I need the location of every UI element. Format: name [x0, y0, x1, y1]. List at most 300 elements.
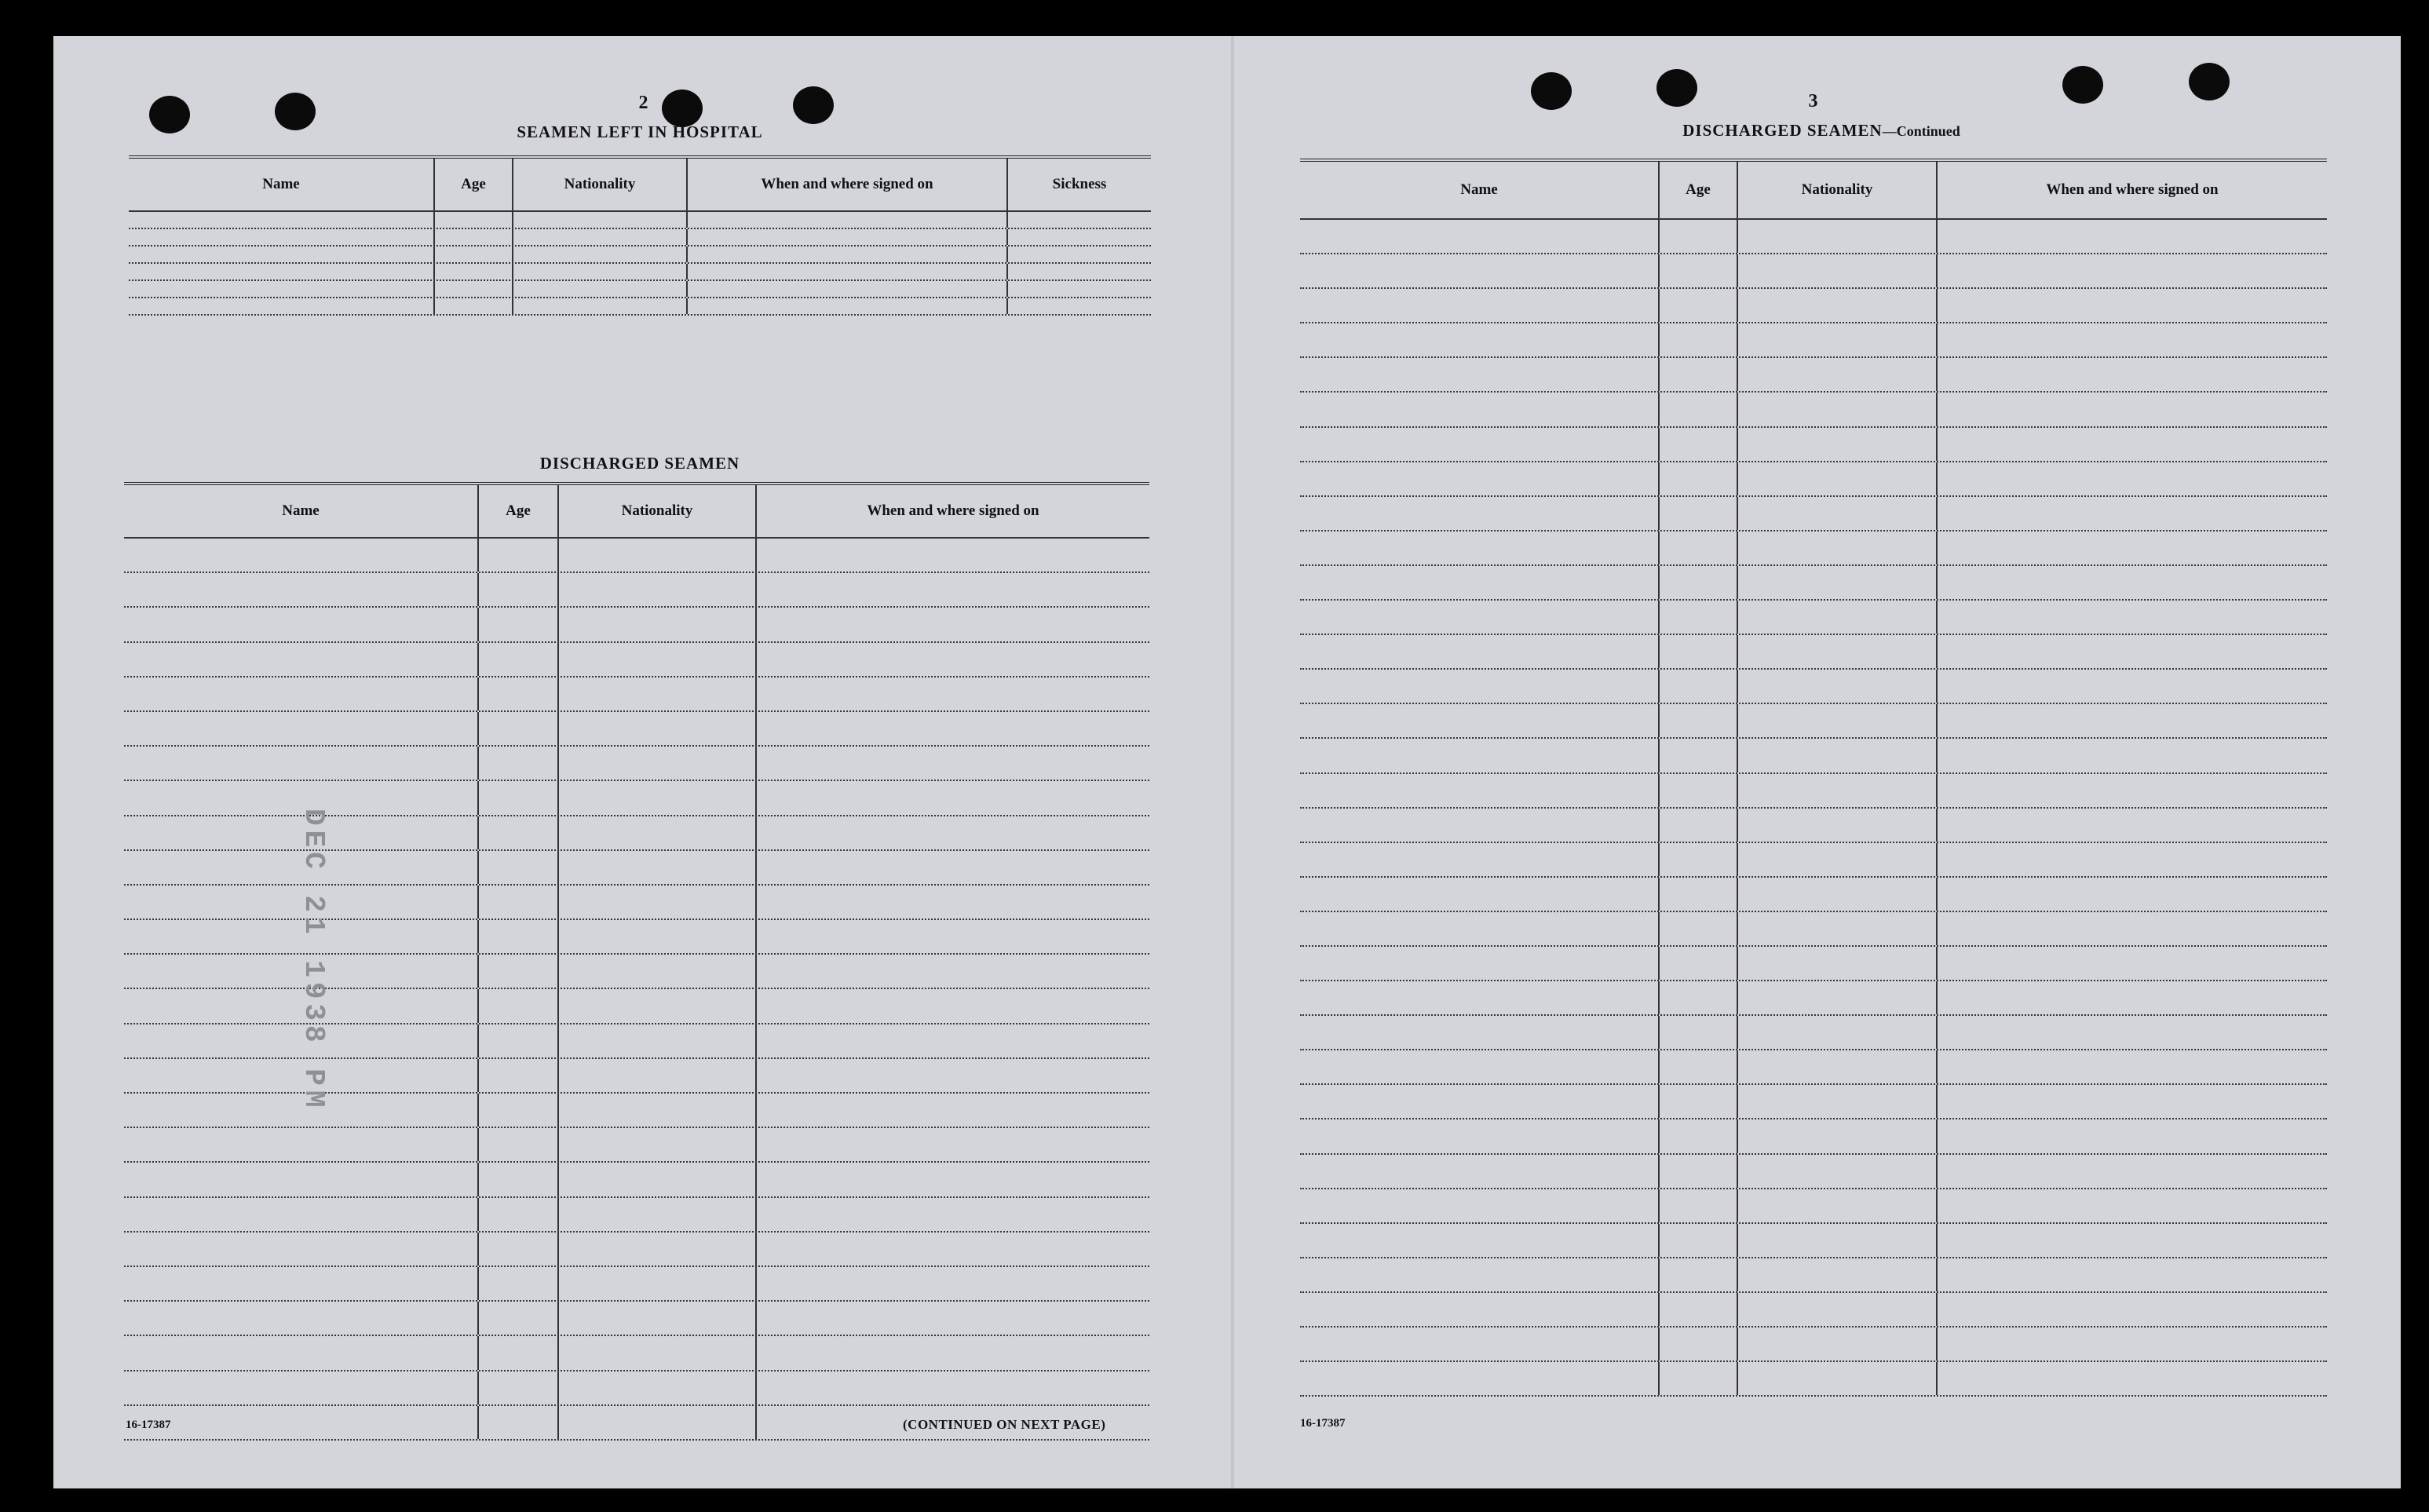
blank-cell [1300, 878, 1660, 911]
blank-cell [757, 1198, 1149, 1231]
blank-cell [1660, 220, 1738, 253]
blank-cell [757, 1024, 1149, 1057]
table-row [1300, 462, 2327, 497]
blank-cell [559, 643, 757, 676]
punch-hole [2189, 63, 2230, 100]
table-row [129, 229, 1151, 247]
blank-cell [1938, 462, 2327, 495]
blank-cell [1300, 1155, 1660, 1188]
table-row [124, 1163, 1149, 1197]
blank-cell [129, 281, 435, 297]
blank-cell [559, 1406, 757, 1439]
form-number-right: 16-17387 [1300, 1417, 1346, 1430]
table-row [1300, 220, 2327, 254]
blank-cell [688, 281, 1008, 297]
blank-cell [1738, 739, 1938, 772]
table-row [1300, 878, 2327, 912]
blank-cell [1300, 670, 1660, 703]
blank-cell [1300, 1258, 1660, 1291]
blank-cell [124, 1198, 479, 1231]
blank-cell [1738, 358, 1938, 391]
blank-cell [1300, 947, 1660, 980]
blank-cell [1938, 358, 2327, 391]
blank-cell [1938, 1258, 2327, 1291]
discharged-continued-title [1617, 121, 2025, 141]
blank-cell [559, 1024, 757, 1057]
table-row [124, 1336, 1149, 1371]
blank-cell [757, 955, 1149, 988]
blank-cell [1660, 1085, 1738, 1118]
blank-cell [1938, 912, 2327, 945]
blank-cell [559, 1094, 757, 1127]
blank-cell [1660, 1119, 1738, 1152]
blank-cell [513, 229, 688, 245]
blank-cell [1938, 1362, 2327, 1395]
blank-cell [1300, 843, 1660, 876]
table-row [124, 851, 1149, 886]
blank-cell [1300, 531, 1660, 564]
blank-cell [479, 989, 559, 1022]
blank-cell [1300, 497, 1660, 530]
blank-cell [1738, 843, 1938, 876]
blank-cell [1938, 1050, 2327, 1083]
blank-cell [479, 1059, 559, 1092]
table-row [124, 573, 1149, 608]
blank-cell [1300, 254, 1660, 287]
table-row [124, 1267, 1149, 1302]
blank-cell [1938, 254, 2327, 287]
blank-cell [1660, 1258, 1738, 1291]
blank-cell [757, 851, 1149, 884]
blank-cell [1300, 1293, 1660, 1326]
blank-cell [559, 851, 757, 884]
table-row [124, 643, 1149, 677]
blank-cell [1660, 1362, 1738, 1395]
blank-cell [1738, 1328, 1938, 1360]
blank-cell [1660, 1224, 1738, 1257]
table-row [124, 781, 1149, 816]
blank-cell [435, 212, 513, 228]
blank-cell [559, 955, 757, 988]
blank-cell [559, 1336, 757, 1369]
blank-cell [559, 608, 757, 641]
date-stamp: DEC 21 1938 PM [298, 809, 330, 1112]
blank-cell [479, 851, 559, 884]
blank-cell [559, 920, 757, 953]
blank-cell [479, 1336, 559, 1369]
blank-cell [1008, 247, 1151, 262]
blank-cell [435, 298, 513, 314]
blank-cell [513, 264, 688, 279]
blank-cell [688, 298, 1008, 314]
blank-cell [1938, 323, 2327, 356]
blank-cell [1660, 1050, 1738, 1083]
blank-cell [1738, 704, 1938, 737]
blank-cell [1660, 739, 1738, 772]
table-row [1300, 739, 2327, 773]
discharged-continued-table [1300, 159, 2327, 1397]
blank-cell [757, 539, 1149, 572]
blank-cell [1300, 635, 1660, 668]
blank-cell [1660, 809, 1738, 842]
blank-cell [435, 281, 513, 297]
blank-cell [479, 816, 559, 849]
blank-cell [1938, 428, 2327, 461]
table-row [1300, 1258, 2327, 1293]
blank-cell [1660, 670, 1738, 703]
blank-cell [124, 1336, 479, 1369]
blank-cell [129, 298, 435, 314]
blank-cell [1660, 1016, 1738, 1049]
blank-cell [757, 573, 1149, 606]
blank-cell [129, 229, 435, 245]
table-row [124, 539, 1149, 573]
blank-cell [1938, 1016, 2327, 1049]
blank-cell [559, 712, 757, 745]
punch-hole [149, 96, 190, 133]
blank-cell [688, 229, 1008, 245]
blank-cell [757, 1302, 1149, 1335]
blank-cell [124, 1406, 479, 1439]
blank-cell [1660, 1189, 1738, 1222]
table-row [1300, 1155, 2327, 1189]
column-header-sickness: Sickness [1052, 176, 1107, 192]
blank-cell [479, 677, 559, 710]
column-header-nationality: Nationality [1738, 162, 1938, 218]
blank-cell [1738, 878, 1938, 911]
table-row [1300, 635, 2327, 670]
blank-cell [1660, 1293, 1738, 1326]
blank-cell [479, 747, 559, 780]
blank-cell [129, 247, 435, 262]
blank-cell [124, 573, 479, 606]
blank-cell [1300, 739, 1660, 772]
table-row [1300, 670, 2327, 704]
table-row [1300, 393, 2327, 427]
table-header [1300, 162, 2327, 220]
blank-cell [479, 1128, 559, 1161]
blank-cell [1938, 601, 2327, 634]
blank-cell [1660, 323, 1738, 356]
blank-cell [1738, 601, 1938, 634]
blank-cell [1738, 1050, 1938, 1083]
blank-cell [559, 573, 757, 606]
blank-cell [1738, 254, 1938, 287]
table-row [124, 1302, 1149, 1336]
blank-cell [757, 1267, 1149, 1300]
blank-cell [1660, 601, 1738, 634]
blank-cell [513, 281, 688, 297]
blank-cell [559, 1059, 757, 1092]
blank-cell [1938, 635, 2327, 668]
blank-cell [1660, 704, 1738, 737]
blank-cell [479, 920, 559, 953]
table-row [1300, 912, 2327, 947]
blank-cell [559, 1371, 757, 1404]
blank-cell [1738, 531, 1938, 564]
blank-cell [1938, 739, 2327, 772]
blank-cell [1738, 1016, 1938, 1049]
blank-cell [435, 264, 513, 279]
blank-cell [1300, 1224, 1660, 1257]
blank-cell [1738, 220, 1938, 253]
blank-cell [1738, 323, 1938, 356]
blank-cell [1938, 1189, 2327, 1222]
table-row [129, 281, 1151, 298]
blank-cell [513, 212, 688, 228]
blank-cell [757, 643, 1149, 676]
table-row [124, 816, 1149, 851]
blank-cell [1008, 298, 1151, 314]
blank-cell [1738, 1224, 1938, 1257]
blank-cell [1660, 843, 1738, 876]
blank-cell [1660, 428, 1738, 461]
blank-cell [1660, 289, 1738, 322]
punch-hole [793, 86, 834, 124]
blank-cell [1738, 1258, 1938, 1291]
blank-cell [1300, 1050, 1660, 1083]
blank-cell [513, 298, 688, 314]
blank-cell [1008, 264, 1151, 279]
table-row [1300, 566, 2327, 601]
hospital-section-title: SEAMEN LEFT IN HOSPITAL [517, 122, 763, 141]
hospital-table [129, 155, 1151, 316]
table-row [1300, 254, 2327, 289]
blank-cell [1938, 981, 2327, 1014]
blank-cell [1660, 947, 1738, 980]
blank-cell [1300, 462, 1660, 495]
column-header-when-and-where-signed-on: When and where signed on [688, 159, 1008, 210]
table-row [1300, 981, 2327, 1016]
blank-cell [757, 608, 1149, 641]
blank-cell [1938, 393, 2327, 425]
table-row [1300, 1293, 2327, 1328]
column-header-name: Name [1300, 162, 1660, 218]
blank-cell [479, 1024, 559, 1057]
blank-cell [1660, 878, 1738, 911]
blank-cell [479, 1198, 559, 1231]
table-row [124, 608, 1149, 642]
table-row [1300, 843, 2327, 878]
blank-cell [129, 212, 435, 228]
table-row [1300, 1224, 2327, 1258]
blank-cell [757, 1163, 1149, 1196]
blank-cell [479, 1371, 559, 1404]
blank-cell [757, 816, 1149, 849]
blank-cell [559, 1198, 757, 1231]
blank-cell [124, 539, 479, 572]
punch-hole [2062, 66, 2103, 104]
page-number-right: 3 [1808, 91, 1819, 111]
blank-cell [1300, 1362, 1660, 1395]
blank-cell [1300, 1189, 1660, 1222]
table-row [1300, 1189, 2327, 1224]
blank-cell [1300, 1016, 1660, 1049]
blank-cell [1300, 323, 1660, 356]
blank-cell [1300, 809, 1660, 842]
blank-cell [129, 264, 435, 279]
table-row [1300, 428, 2327, 462]
blank-cell [1300, 566, 1660, 599]
table-row [1300, 1085, 2327, 1119]
blank-cell [757, 989, 1149, 1022]
blank-cell [757, 1059, 1149, 1092]
blank-cell [1938, 531, 2327, 564]
blank-cell [757, 1336, 1149, 1369]
blank-cell [1938, 704, 2327, 737]
blank-cell [688, 212, 1008, 228]
blank-cell [688, 247, 1008, 262]
blank-cell [1660, 393, 1738, 425]
blank-cell [435, 247, 513, 262]
blank-cell [124, 1371, 479, 1404]
table-row [1300, 601, 2327, 635]
blank-cell [479, 1302, 559, 1335]
page-number-left: 2 [638, 93, 649, 113]
blank-cell [124, 747, 479, 780]
blank-cell [757, 1094, 1149, 1127]
table-row [124, 1198, 1149, 1233]
blank-cell [1938, 1119, 2327, 1152]
blank-cell [559, 1267, 757, 1300]
blank-cell [124, 1128, 479, 1161]
blank-cell [513, 247, 688, 262]
table-row [1300, 531, 2327, 566]
blank-cell [757, 712, 1149, 745]
blank-cell [757, 677, 1149, 710]
blank-cell [1660, 981, 1738, 1014]
blank-cell [1660, 531, 1738, 564]
table-row [1300, 289, 2327, 323]
blank-cell [1938, 566, 2327, 599]
blank-cell [1008, 229, 1151, 245]
blank-cell [479, 1233, 559, 1265]
blank-cell [1738, 809, 1938, 842]
blank-cell [1738, 1362, 1938, 1395]
blank-cell [1938, 774, 2327, 807]
blank-cell [1300, 393, 1660, 425]
blank-cell [1738, 1119, 1938, 1152]
blank-cell [1738, 497, 1938, 530]
blank-cell [757, 781, 1149, 814]
column-header-age: Age [479, 485, 559, 537]
blank-cell [559, 1163, 757, 1196]
blank-cell [1300, 1119, 1660, 1152]
blank-cell [479, 1094, 559, 1127]
blank-cell [1300, 981, 1660, 1014]
blank-cell [757, 886, 1149, 919]
column-header-nationality: Nationality [513, 159, 688, 210]
blank-cell [124, 1267, 479, 1300]
blank-cell [757, 1233, 1149, 1265]
table-row [1300, 704, 2327, 739]
blank-cell [1938, 1293, 2327, 1326]
blank-cell [479, 1163, 559, 1196]
blank-cell [1300, 358, 1660, 391]
page-fold [1231, 36, 1234, 1488]
table-row [124, 955, 1149, 989]
blank-cell [1660, 254, 1738, 287]
blank-cell [559, 677, 757, 710]
blank-cell [124, 1233, 479, 1265]
blank-cell [1660, 497, 1738, 530]
blank-cell [559, 539, 757, 572]
table-row [124, 1094, 1149, 1128]
discharged-table [124, 482, 1149, 1441]
blank-cell [1660, 635, 1738, 668]
punch-hole [275, 93, 316, 130]
blank-cell [757, 1371, 1149, 1404]
blank-cell [757, 1128, 1149, 1161]
blank-cell [479, 643, 559, 676]
table-row [124, 1024, 1149, 1059]
table-row [1300, 1119, 2327, 1154]
discharged-section-title: DISCHARGED SEAMEN [539, 454, 740, 473]
table-row [124, 886, 1149, 920]
form-number-left: 16-17387 [126, 1419, 171, 1431]
blank-cell [559, 1128, 757, 1161]
table-row [124, 1371, 1149, 1406]
table-row [124, 677, 1149, 712]
blank-cell [1300, 428, 1660, 461]
blank-cell [1300, 774, 1660, 807]
blank-cell [1738, 774, 1938, 807]
blank-cell [1300, 1328, 1660, 1360]
table-row [1300, 323, 2327, 358]
column-header-name: Name [124, 485, 479, 537]
blank-cell [559, 989, 757, 1022]
blank-cell [479, 781, 559, 814]
continued-note: (CONTINUED ON NEXT PAGE) [903, 1417, 1106, 1432]
column-header-age: Age [1660, 162, 1738, 218]
blank-cell [479, 712, 559, 745]
blank-cell [479, 539, 559, 572]
blank-cell [559, 886, 757, 919]
blank-cell [1300, 704, 1660, 737]
table-row [124, 747, 1149, 781]
table-row [124, 1128, 1149, 1163]
blank-cell [124, 677, 479, 710]
blank-cell [1738, 428, 1938, 461]
blank-cell [1660, 566, 1738, 599]
blank-cell [559, 747, 757, 780]
blank-cell [1300, 220, 1660, 253]
blank-cell [124, 608, 479, 641]
table-row [1300, 1016, 2327, 1050]
blank-cell [1660, 1155, 1738, 1188]
blank-cell [1300, 601, 1660, 634]
table-row [1300, 1328, 2327, 1362]
blank-cell [1938, 1155, 2327, 1188]
blank-cell [1738, 462, 1938, 495]
blank-cell [1938, 1224, 2327, 1257]
blank-cell [1008, 281, 1151, 297]
blank-cell [1938, 670, 2327, 703]
blank-cell [479, 1406, 559, 1439]
punch-hole [1531, 72, 1572, 110]
blank-cell [757, 920, 1149, 953]
blank-cell [688, 264, 1008, 279]
column-header-when-and-where-signed-on: When and where signed on [2046, 181, 2219, 198]
table-row [1300, 809, 2327, 843]
blank-cell [1938, 497, 2327, 530]
blank-cell [479, 608, 559, 641]
table-row [129, 212, 1151, 229]
blank-cell [1938, 809, 2327, 842]
blank-cell [1300, 1085, 1660, 1118]
blank-cell [1938, 1328, 2327, 1360]
blank-cell [1660, 358, 1738, 391]
